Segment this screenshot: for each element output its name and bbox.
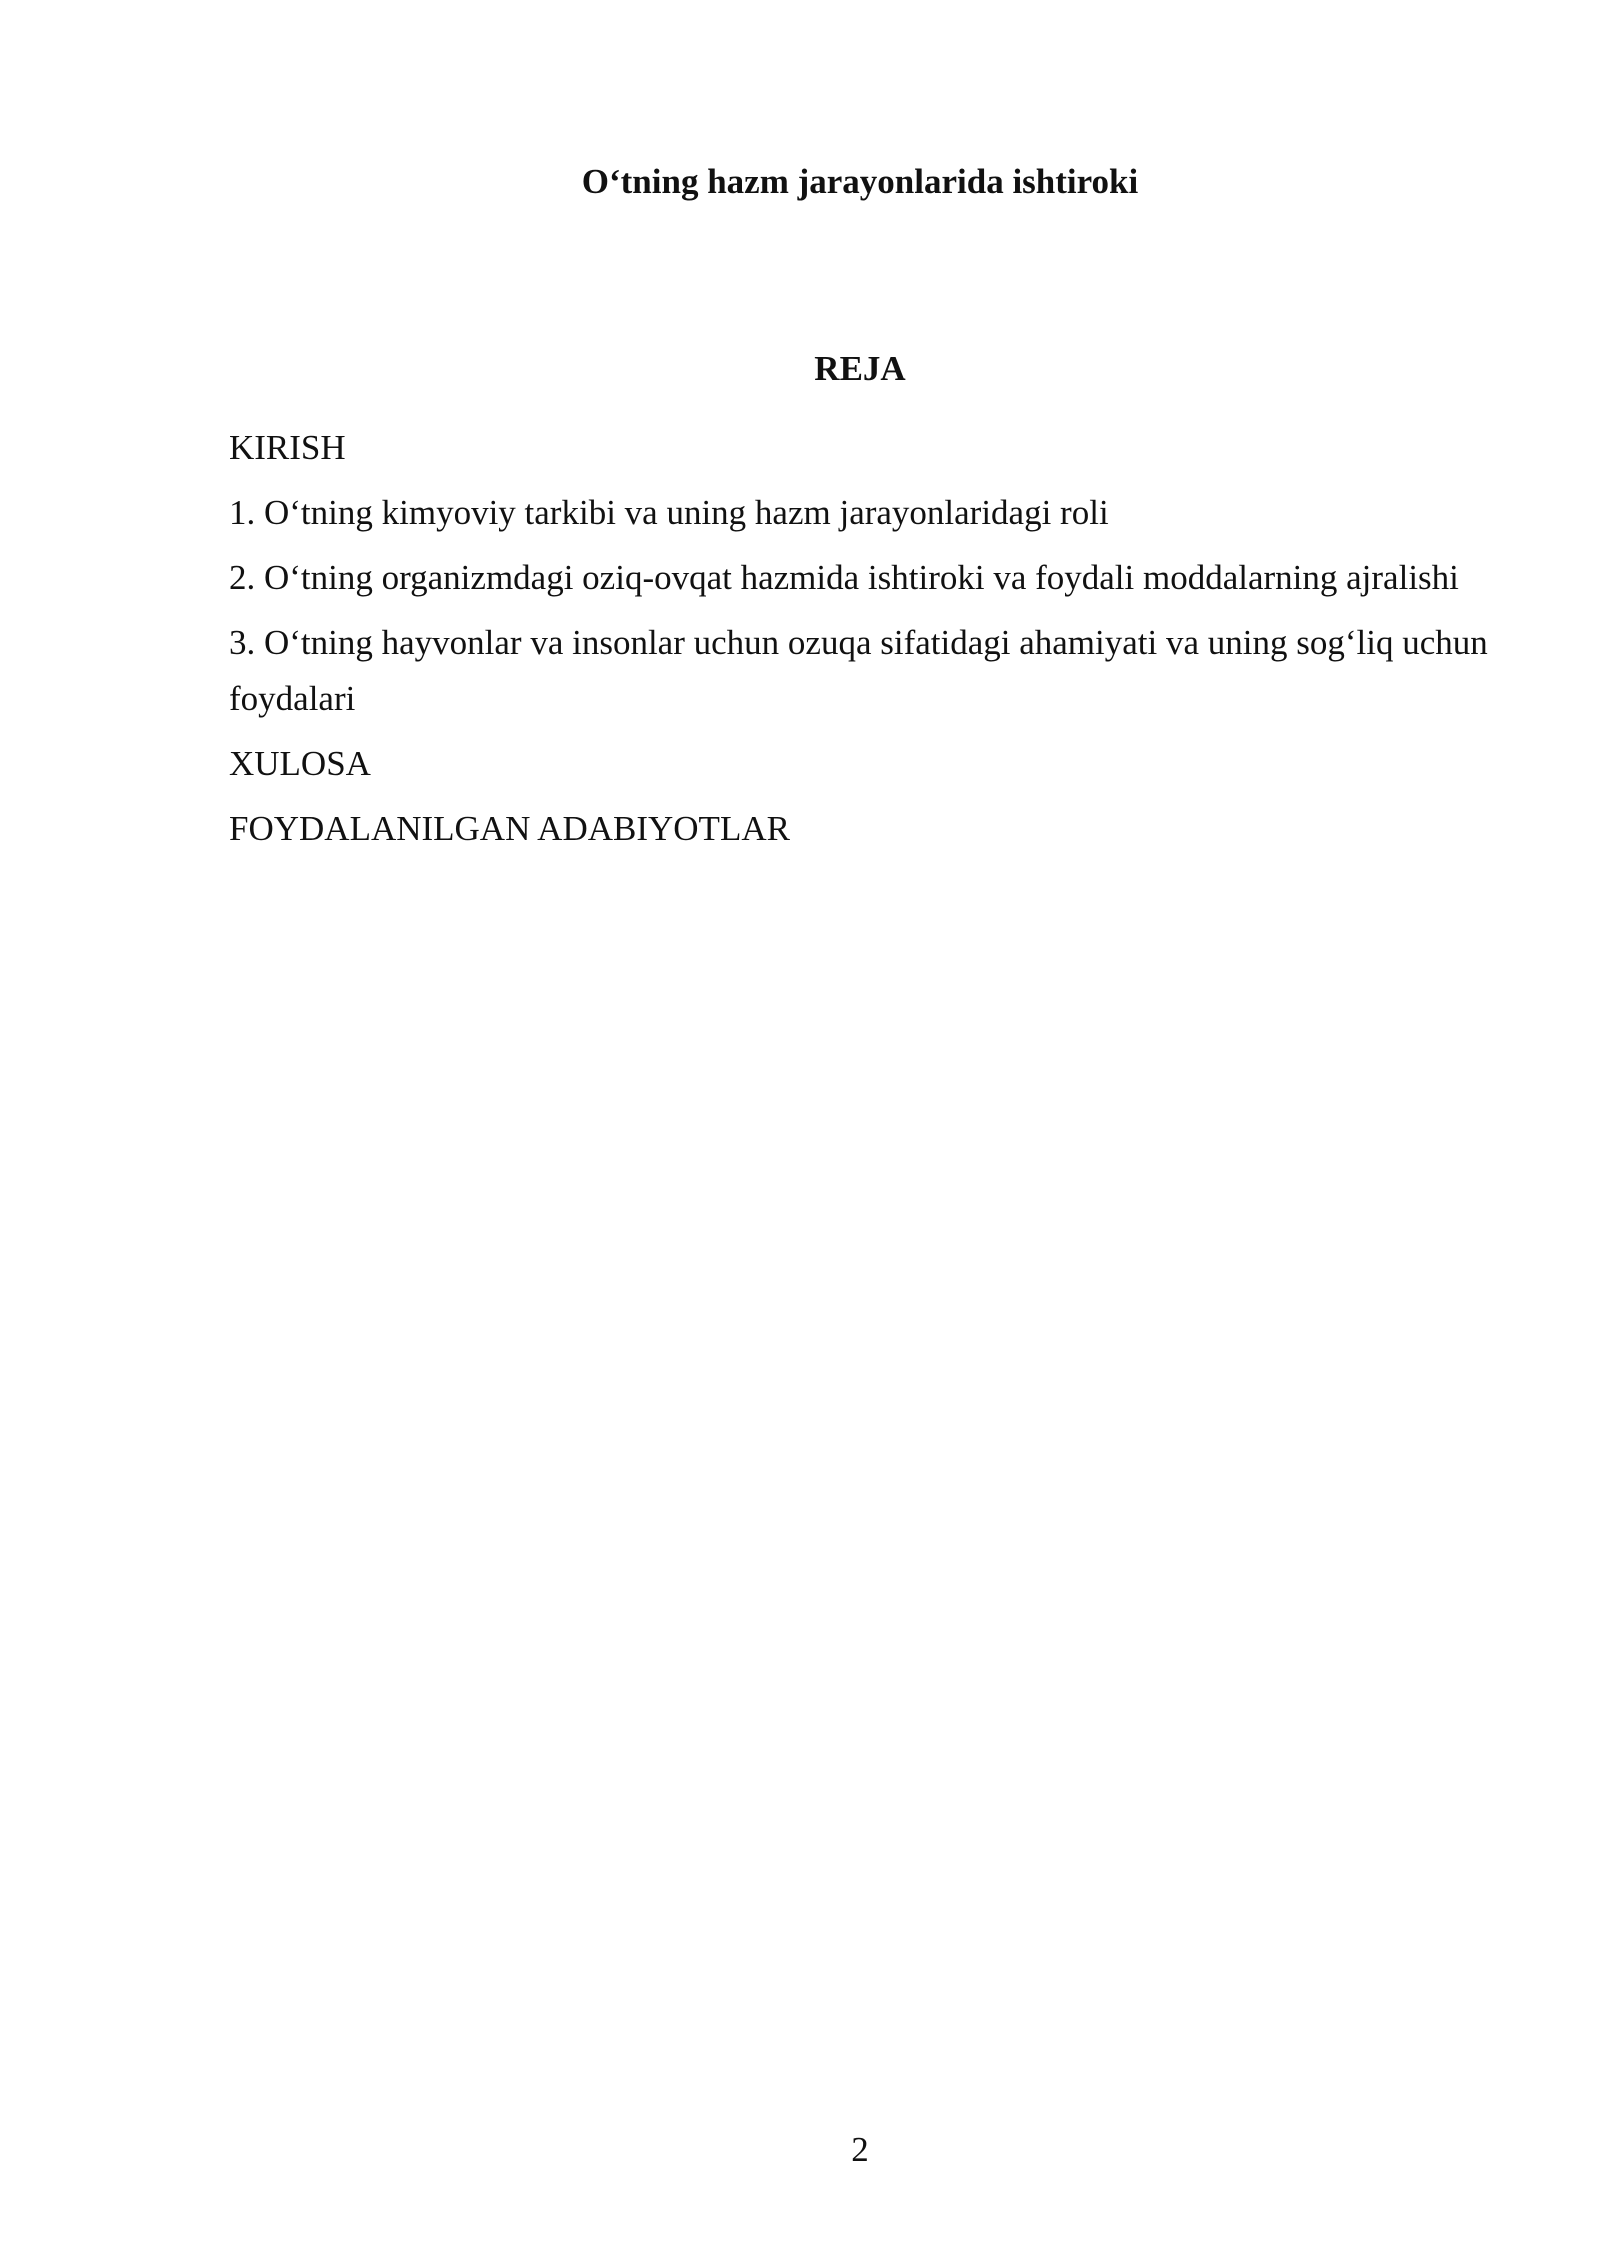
plan-item-conclusion: XULOSA (229, 744, 371, 783)
plan-item-1: 1. O‘tning kimyoviy tarkibi va uning hazm jarayonlaridagi roli (229, 493, 1109, 532)
plan-list (229, 420, 1499, 866)
plan-heading: REJA (814, 349, 906, 388)
plan-item-2: 2. O‘tning organizmdagi oziq-ovqat hazmida ishtiroki va foydali moddalarning ajralishi (229, 558, 1459, 597)
plan-item-references: FOYDALANILGAN ADABIYOTLAR (229, 809, 790, 848)
plan-item-introduction: KIRISH (229, 428, 346, 467)
plan-item-3: 3. O‘tning hayvonlar va insonlar uchun ozuqa sifatidagi ahamiyati va uning sog‘liq uchun foydalari (229, 623, 1488, 718)
document-title: O‘tning hazm jarayonlarida ishtiroki (581, 162, 1139, 201)
page-number: 2 (851, 2130, 869, 2169)
